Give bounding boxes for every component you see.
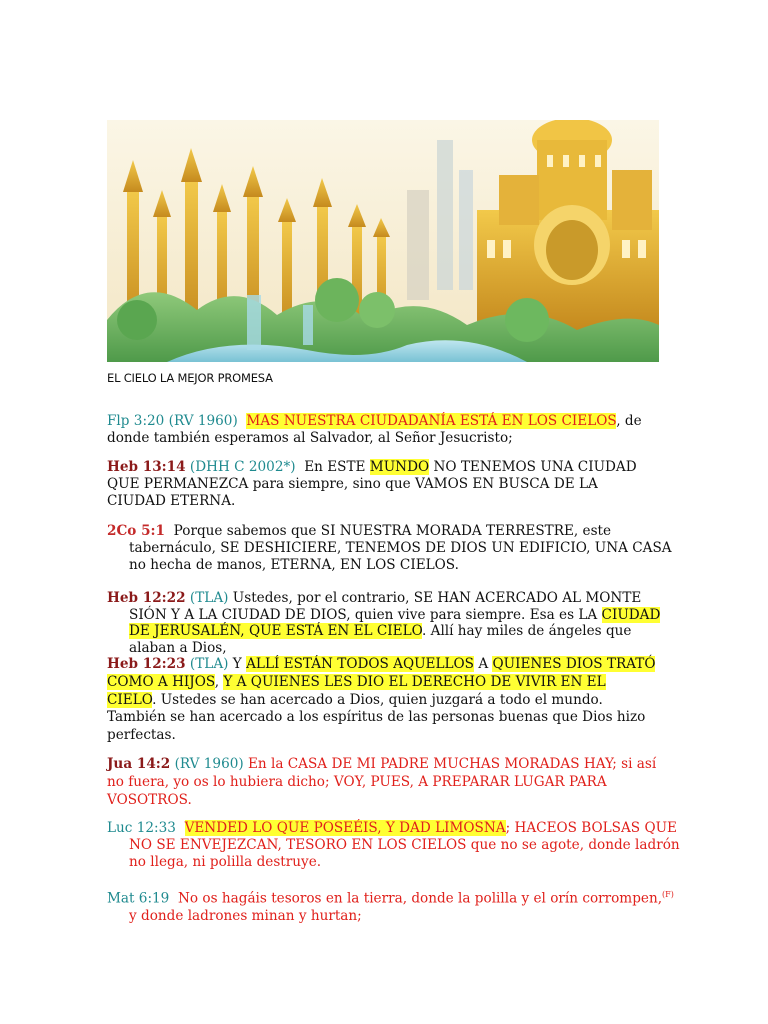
verse-text: , de donde también esperamos al Salvador, al Señor Jesucristo; — [107, 413, 642, 447]
bible-version: (TLA) — [189, 590, 229, 606]
verse-text: No os hagáis tesoros en la tierra, donde la polilla y el orín corrompen, — [178, 890, 663, 907]
verse-text: . Ustedes se han acercado a Dios, quien juzgará a todo el mundo. También se han acercado a los espíritus de las personas buenas que Dios hizo perfectas. — [107, 691, 646, 744]
highlighted-text: MUNDO — [369, 459, 430, 475]
verse-text: ; HACEOS BOLSAS QUE NO SE ENVEJEZCAN, TESORO EN LOS CIELOS que no se agote, donde ladrón no llega, ni polilla destruye. — [129, 820, 680, 870]
verse-text: Porque sabemos que SI NUESTRA MORADA TERRESTRE, este tabernáculo, SE DESHICIERE, TENEMOS DE DIOS UN EDIFICIO, UNA CASA no hecha de manos, ETERNA, EN LOS CIELOS. — [129, 523, 672, 574]
verse-reference[interactable]: Heb 12:23 — [107, 656, 186, 672]
verse-heb-13-14 — [107, 459, 659, 511]
verse-luc-12-33 — [107, 820, 681, 870]
verse-text: y donde ladrones minan y hurtan; — [129, 907, 362, 924]
heaven-city-illustration — [107, 120, 659, 362]
verse-reference[interactable]: Flp 3:20 — [107, 413, 165, 429]
verse-flp-3-20 — [107, 413, 659, 447]
bible-version: (RV 1960) — [168, 413, 238, 429]
verse-text: En ESTE — [304, 459, 366, 475]
verse-text: Ustedes, por el contrario, SE HAN ACERCADO AL MONTE SIÓN Y A LA CIUDAD DE DIOS, quien vive para siempre. Esa es LA — [129, 590, 642, 623]
image-caption: EL CIELO LA MEJOR PROMESA — [107, 371, 273, 385]
highlighted-text: CIUDAD DE JERUSALÉN, QUE ESTÁ EN EL CIELO — [129, 606, 661, 640]
highlighted-text: MAS NUESTRA CIUDADANÍA ESTÁ EN LOS CIELOS — [246, 413, 617, 429]
verse-reference[interactable]: Heb 13:14 — [107, 459, 186, 475]
verse-text: , — [214, 673, 220, 690]
verse-reference[interactable]: Heb 12:22 — [107, 590, 186, 606]
footnote-marker[interactable]: (F) — [662, 890, 674, 899]
highlighted-text: QUIENES DIOS TRATÓ COMO A HIJOS — [107, 656, 656, 690]
verse-text: NO TENEMOS UNA CIUDAD QUE PERMANEZCA para siempre, sino que VAMOS EN BUSCA DE LA CIUDAD ETERNA. — [107, 459, 637, 510]
bible-version: (RV 1960) — [174, 756, 244, 772]
highlighted-text: ALLÍ ESTÁN TODOS AQUELLOS — [246, 656, 474, 672]
golden-city-image — [107, 120, 659, 362]
verse-mat-6-19 — [107, 886, 681, 925]
highlighted-text: VENDED LO QUE POSEÉIS, Y DAD LIMOSNA — [184, 820, 506, 836]
verse-text: En la CASA DE MI PADRE MUCHAS MORADAS HAY; si así no fuera, yo os lo hubiera dicho; VOY, PUES, A PREPARAR LUGAR PARA VOSOTROS. — [107, 756, 657, 808]
verse-2co-5-1 — [107, 523, 681, 575]
highlighted-text: Y A QUIENES LES DIO EL DERECHO DE VIVIR EN EL CIELO — [107, 673, 606, 708]
verse-text: Y — [232, 656, 242, 672]
verse-reference[interactable]: Mat 6:19 — [107, 890, 170, 907]
verse-heb-12-22 — [107, 590, 681, 656]
verse-reference[interactable]: 2Co 5:1 — [107, 523, 166, 539]
verse-reference[interactable]: Jua 14:2 — [107, 756, 171, 772]
verse-text: A — [478, 656, 489, 672]
verse-jua-14-2 — [107, 756, 659, 809]
verse-text: . Allí hay miles de ángeles que alaban a Dios, — [129, 623, 632, 656]
bible-version: (DHH C 2002*) — [189, 459, 296, 475]
bible-version: (TLA) — [189, 656, 229, 672]
verse-heb-12-23 — [107, 656, 659, 745]
verse-reference[interactable]: Luc 12:33 — [107, 820, 176, 836]
